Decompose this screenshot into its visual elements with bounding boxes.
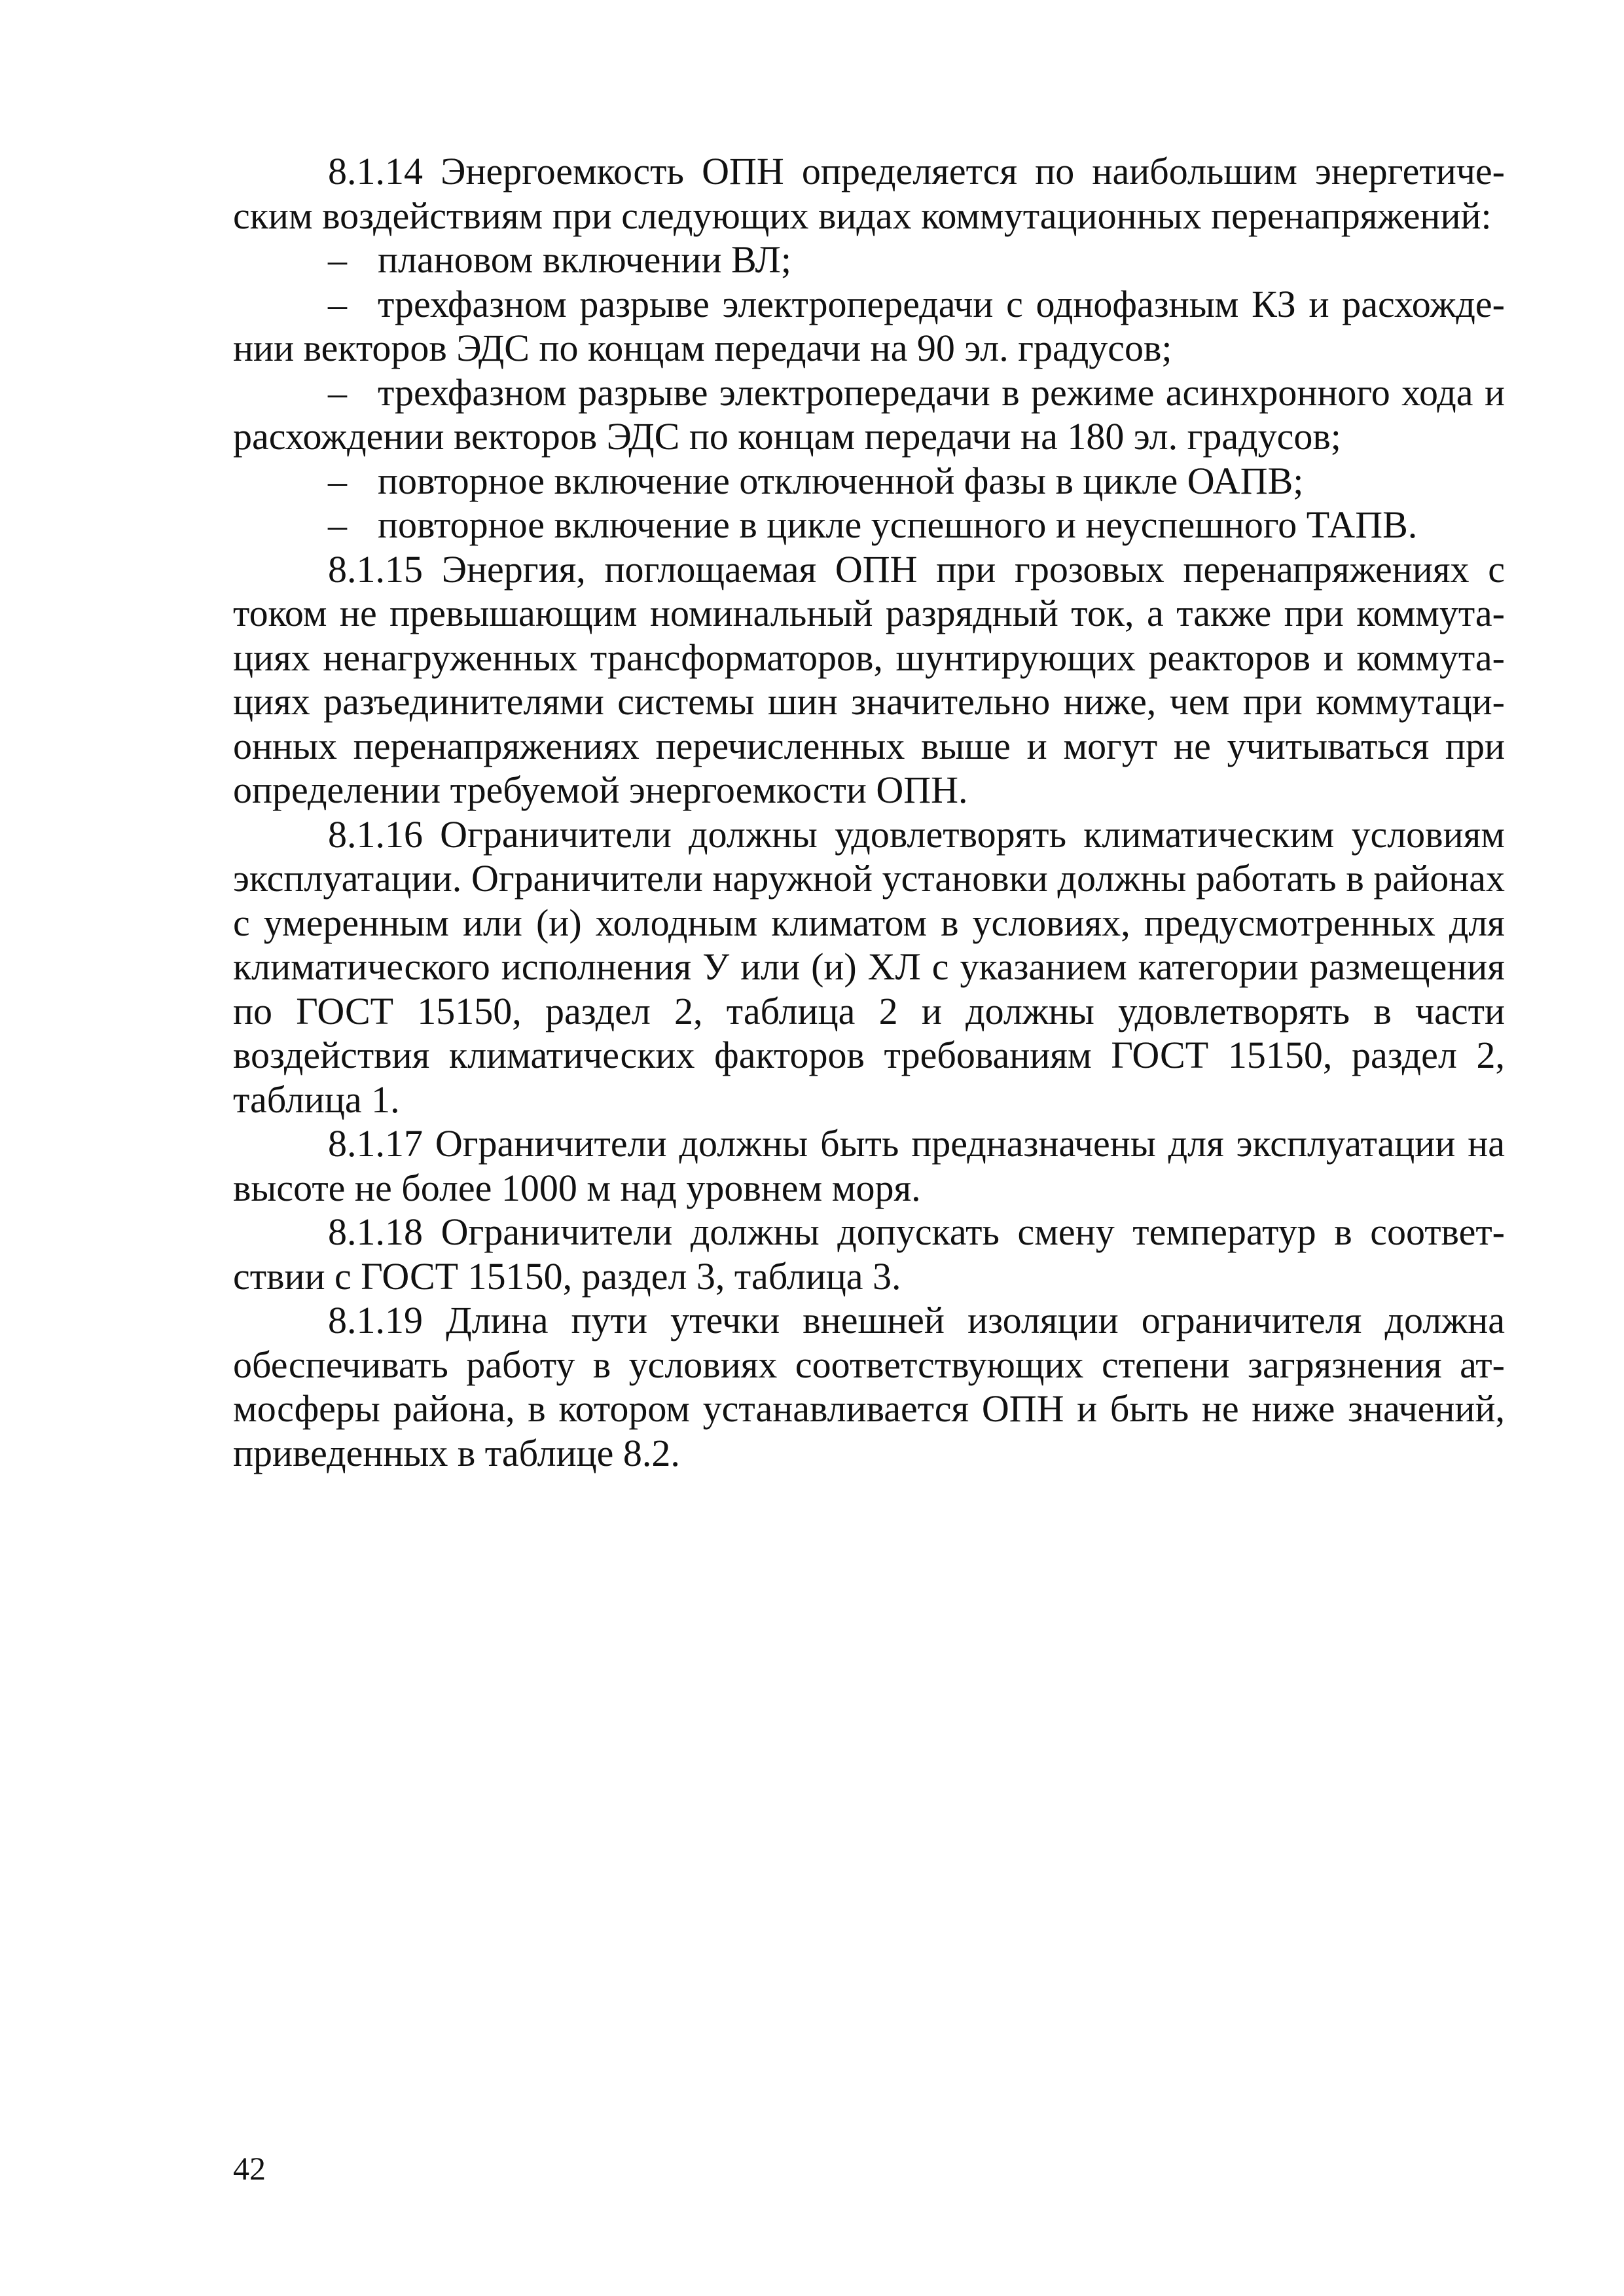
list-item-text: трехфазном разрыве электропередачи в режиме асинхронного хода и расхождении векторов ЭДС по концам передачи на 180 эл. градусов; <box>233 371 1505 458</box>
list-item-1 <box>233 238 1505 282</box>
dash-marker: – <box>328 503 347 546</box>
paragraph-8-1-18: 8.1.18 Ограничители должны допускать смену температур в соответствии с ГОСТ 15150, раздел 3, таблица 3. <box>233 1211 1505 1298</box>
list-item-5 <box>233 503 1505 547</box>
dash-marker: – <box>328 459 347 502</box>
dash-marker: – <box>328 282 347 325</box>
list-item-text: плановом включении ВЛ; <box>378 238 791 281</box>
page-number: 42 <box>233 2150 266 2187</box>
list-item-text: повторное включение отключенной фазы в цикле ОАПВ; <box>378 459 1304 502</box>
list-item-3 <box>233 371 1505 459</box>
body-text <box>233 149 1505 1475</box>
dash-marker: – <box>328 371 347 414</box>
list-item-text: трехфазном разрыве электропередачи с однофазным КЗ и расхождении векторов ЭДС по концам передачи на 90 эл. градусов; <box>233 282 1505 369</box>
paragraph-8-1-17: 8.1.17 Ограничители должны быть предназначены для эксплуатации на высоте не более 1000 м над уровнем моря. <box>233 1122 1505 1209</box>
list-item-text: повторное включение в цикле успешного и неуспешного ТАПВ. <box>378 503 1418 546</box>
paragraph-8-1-16: 8.1.16 Ограничители должны удовлетворять климатическим условиям эксплуатации. Ограничители наружной установки должны работать в районах с умеренным или (и) холодным климатом в условиях, предусмотренных для климатического исполнения У или (и) ХЛ с указанием категории размещения по ГОСТ 15150, раздел 2, таблица 2 и должны удовлетворять в части воздействия климатических факторов требованиям ГОСТ 15150, раздел 2, таблица 1. <box>233 812 1505 1121</box>
paragraph-8-1-14: 8.1.14 Энергоемкость ОПН определяется по наибольшим энергетическим воздействиям при следующих видах коммутационных перенапряжений: <box>233 150 1505 237</box>
dash-marker: – <box>328 238 347 281</box>
paragraph-8-1-15: 8.1.15 Энергия, поглощаемая ОПН при грозовых перенапряжениях с током не превышающим номинальный разрядный ток, а также при коммутациях ненагруженных трансформаторов, шунтирующих реакторов и коммутациях разъединителями системы шин значительно ниже, чем при коммутационных перенапряжениях перечисленных выше и могут не учитываться при определении требуемой энергоемкости ОПН. <box>233 547 1505 811</box>
list-item-4 <box>233 459 1505 503</box>
list-item-2 <box>233 282 1505 371</box>
paragraph-8-1-19: 8.1.19 Длина пути утечки внешней изоляции ограничителя должна обеспечивать работу в условиях соответствующих степени загрязнения атмосферы района, в котором устанавливается ОПН и быть не ниже значений, приведенных в таблице 8.2. <box>233 1299 1505 1474</box>
